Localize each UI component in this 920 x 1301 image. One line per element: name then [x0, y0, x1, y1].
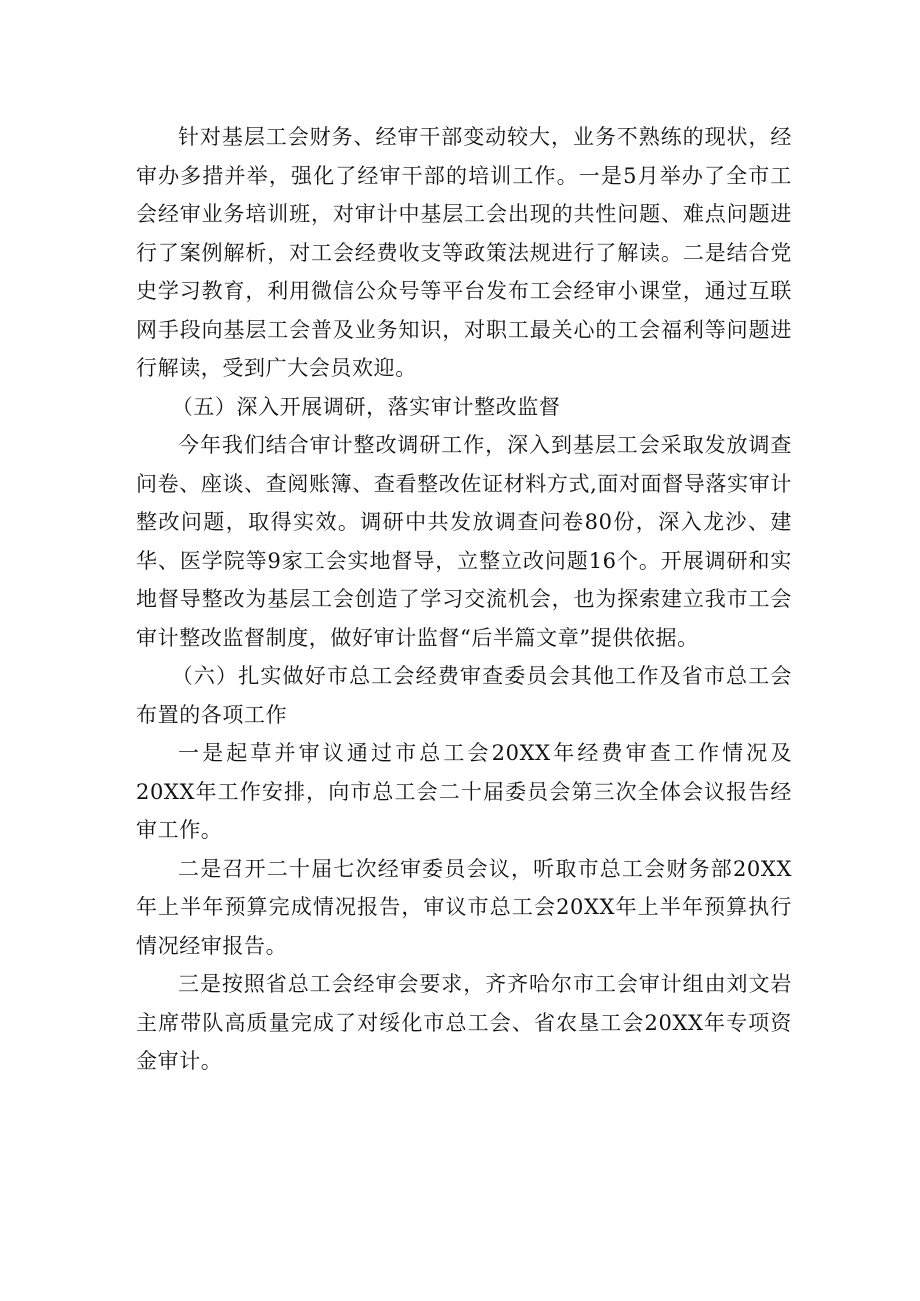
paragraph-item-two: 二是召开二十届七次经审委员会议，听取市总工会财务部20XX年上半年预算完成情况报告，审议市总工会20XX年上半年预算执行情况经审报告。 [136, 856, 792, 958]
paragraph-research: 今年我们结合审计整改调研工作，深入到基层工会采取发放调查问卷、座谈、查阅账簿、查看整改佐证材料方式,面对面督导落实审计整改问题，取得实效。调研中共发放调查问卷80份，深入龙沙、建华、医学院等9家工会实地督导，立整立改问题16个。开展调研和实地督导整改为基层工会创造了学习交流机会，也为探索建立我市工会审计整改监督制度，做好审计监督“后半篇文章”提供依据。 [136, 433, 792, 650]
section-heading-six: （六）扎实做好市总工会经费审查委员会其他工作及省市总工会布置的各项工作 [136, 664, 792, 727]
paragraph-training: 针对基层工会财务、经审干部变动较大，业务不熟练的现状，经审办多措并举，强化了经审干部的培训工作。一是5月举办了全市工会经审业务培训班，对审计中基层工会出现的共性问题、难点问题进行了案例解析，对工会经费收支等政策法规进行了解读。二是结合党史学习教育，利用微信公众号等平台发布工会经审小课堂，通过互联网手段向基层工会普及业务知识，对职工最关心的工会福利等问题进行解读，受到广大会员欢迎。 [136, 125, 792, 380]
paragraph-item-three: 三是按照省总工会经审会要求，齐齐哈尔市工会审计组由刘文岩主席带队高质量完成了对绥化市总工会、省农垦工会20XX年专项资金审计。 [136, 972, 792, 1073]
document-body [136, 118, 792, 1081]
section-heading-five: （五）深入开展调研，落实审计整改监督 [171, 394, 561, 419]
paragraph-item-one: 一是起草并审议通过市总工会20XX年经费审查工作情况及20XX年工作安排，向市总工会二十届委员会第三次全体会议报告经审工作。 [136, 741, 792, 842]
